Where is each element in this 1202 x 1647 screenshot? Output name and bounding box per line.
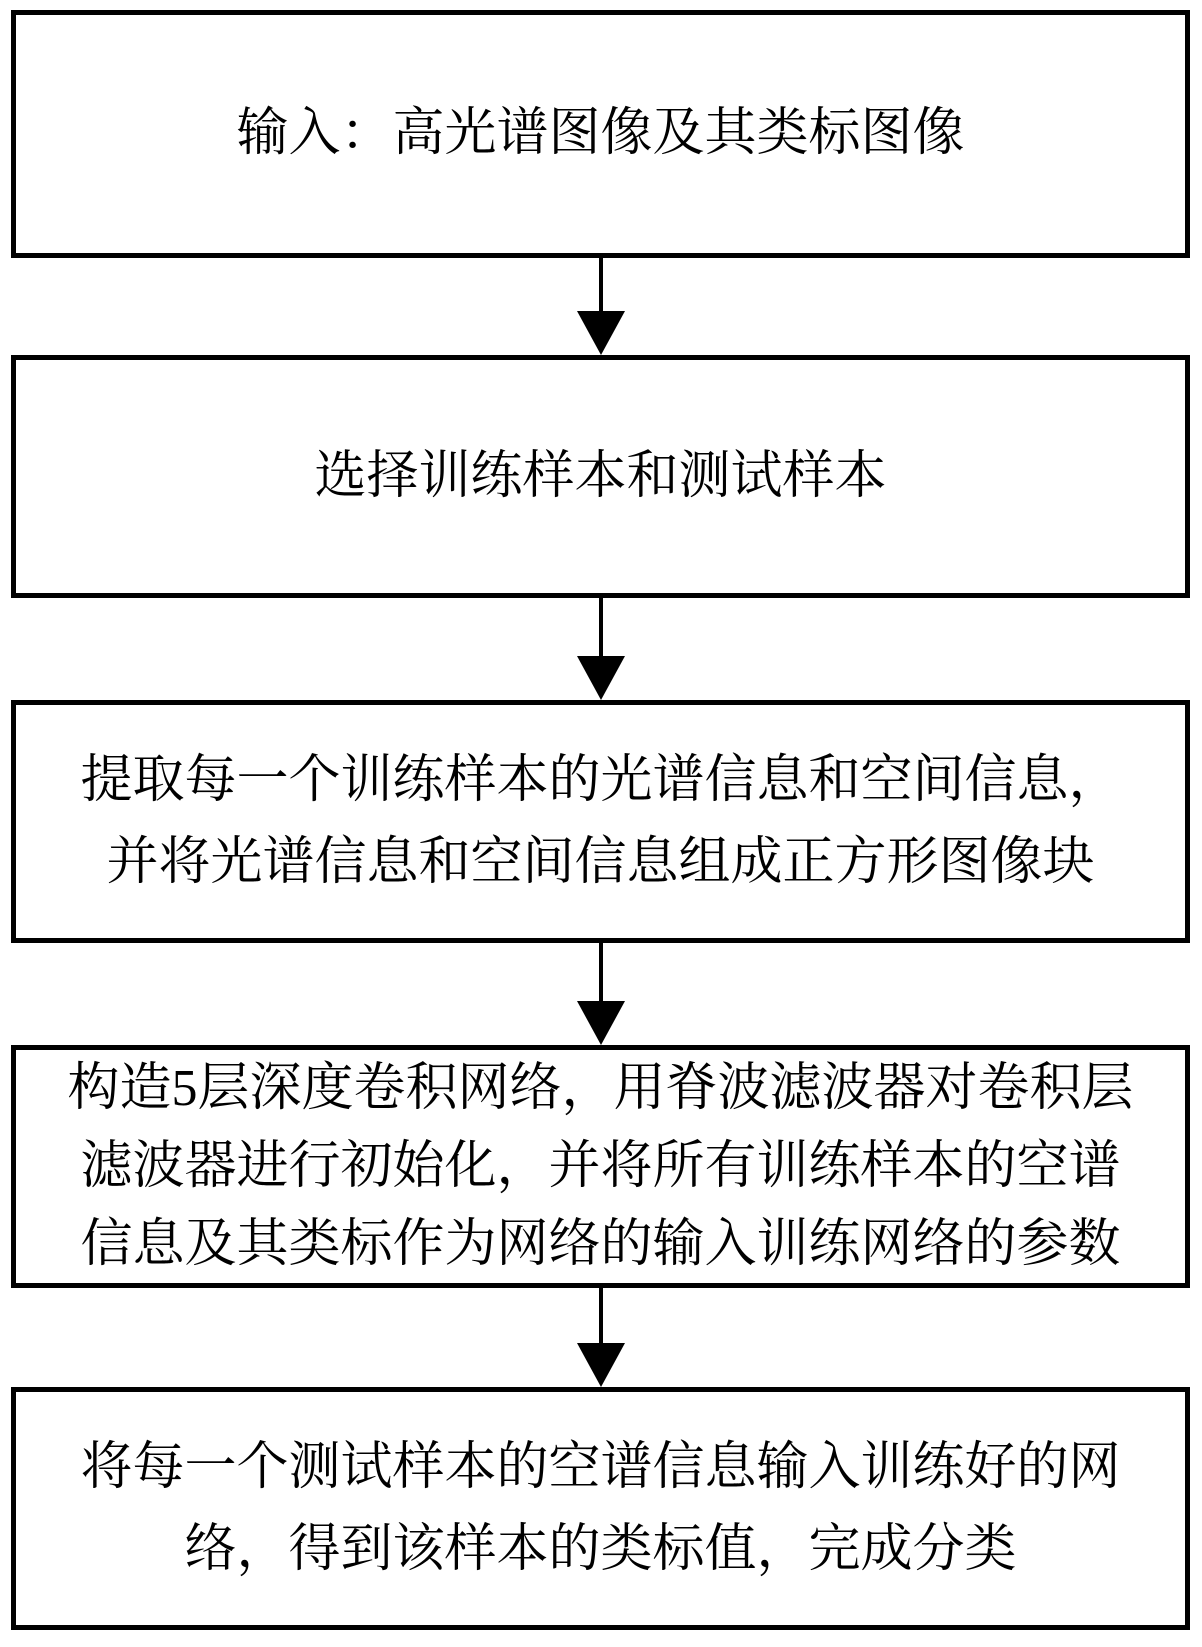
flow-node-classify-line1: 将每一个测试样本的空谱信息输入训练好的网 [80, 1438, 1121, 1496]
arrow-head-icon [577, 656, 625, 700]
down-arrow [0, 258, 1202, 355]
down-arrow [0, 1287, 1202, 1387]
arrow-stem [599, 943, 603, 1001]
flow-node-build-train-network-line1: 构造5层深度卷积网络，用脊波滤波器对卷积层 [67, 1059, 1134, 1117]
arrow-stem [599, 1287, 603, 1343]
arrow-stem [599, 598, 603, 656]
flow-node-input-text: 输入：高光谱图像及其类标图像 [236, 105, 965, 162]
flow-node-build-train-network [11, 1045, 1190, 1288]
flow-node-extract-info-line1: 提取每一个训练样本的光谱信息和空间信息， [80, 751, 1121, 809]
down-arrow [0, 598, 1202, 700]
flow-node-input [11, 10, 1190, 258]
flow-node-select-samples-text: 选择训练样本和测试样本 [314, 447, 887, 505]
flow-node-classify [11, 1387, 1190, 1630]
flow-node-build-train-network-line2: 滤波器进行初始化，并将所有训练样本的空谱 [80, 1137, 1121, 1195]
arrow-head-icon [577, 1001, 625, 1045]
flow-node-select-samples [11, 355, 1190, 598]
flow-node-extract-info-line2: 并将光谱信息和空间信息组成正方形图像块 [106, 833, 1095, 891]
flow-node-extract-info [11, 700, 1190, 943]
down-arrow [0, 943, 1202, 1045]
flow-node-classify-line2: 络，得到该样本的类标值，完成分类 [184, 1520, 1017, 1578]
arrow-stem [599, 258, 603, 311]
arrow-head-icon [577, 1343, 625, 1387]
arrow-head-icon [577, 311, 625, 355]
flow-node-build-train-network-line3: 信息及其类标作为网络的输入训练网络的参数 [80, 1215, 1121, 1273]
